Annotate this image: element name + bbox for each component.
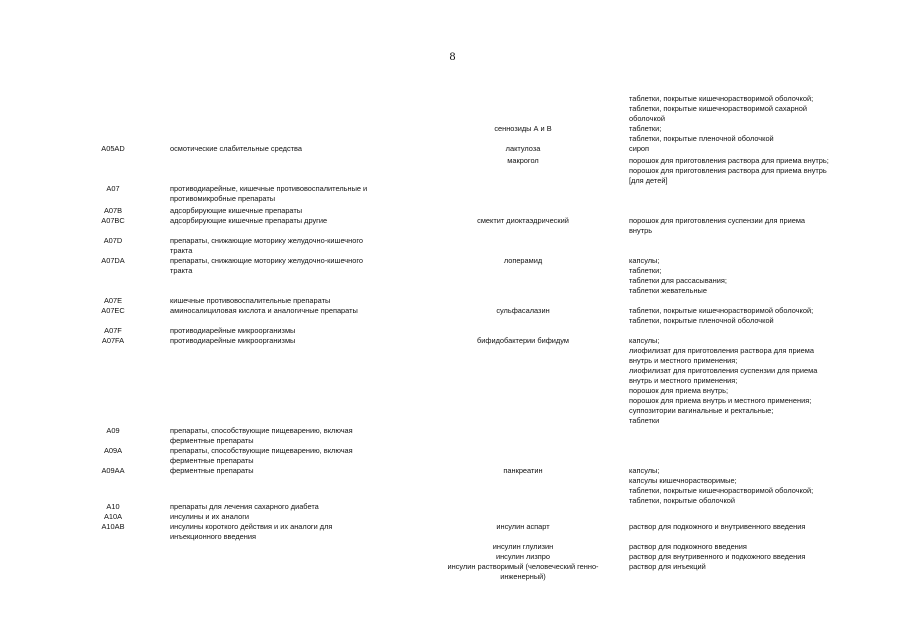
anatomic-therapeutic-group: кишечные противовоспалительные препараты [170, 296, 331, 305]
dosage-form-item: внутрь [629, 226, 653, 235]
atc-code: A09 [106, 426, 120, 435]
dosage-form-item: капсулы; [629, 336, 660, 345]
dosage-form-item: таблетки для рассасывания; [629, 276, 727, 285]
anatomic-therapeutic-group [170, 256, 402, 276]
dosage-form-item: [для детей] [629, 176, 668, 185]
atc-code: A07E [103, 296, 123, 305]
dosage-form-item: таблетки, покрытые пленочной оболочкой [629, 134, 774, 143]
atc-code: A07BC [101, 216, 125, 225]
atc-code: A09AA [101, 466, 125, 475]
dosage-forms [629, 552, 855, 562]
group-text-line: ферментные препараты [170, 456, 254, 465]
drug-name: лоперамид [503, 256, 543, 265]
dosage-form-item: порошок для приема внутрь и местного применения; [629, 396, 812, 405]
drug-name: сеннозиды А и В [494, 124, 552, 133]
group-text-line: инъекционного введения [170, 532, 256, 541]
group-text-line: инсулины короткого действия и их аналоги для [170, 522, 333, 531]
dosage-form-item: лиофилизат для приготовления раствора для приема [629, 346, 814, 355]
dosage-forms [629, 94, 855, 144]
group-text-line: ферментные препараты [170, 436, 254, 445]
drug-name: лактулоза [505, 144, 541, 153]
anatomic-therapeutic-group [170, 184, 402, 204]
anatomic-therapeutic-group: противодиарейные микроорганизмы [170, 326, 296, 335]
drug-text-line: инсулин растворимый (человеческий генно- [447, 562, 599, 571]
dosage-forms [629, 542, 855, 552]
atc-code: A10 [106, 502, 120, 511]
dosage-form-item: раствор для внутривенного и подкожного введения [629, 552, 806, 561]
dosage-forms [629, 306, 855, 326]
dosage-form-item: порошок для приготовления суспензии для приема [629, 216, 806, 225]
atc-code: A10A [103, 512, 123, 521]
dosage-forms [629, 216, 855, 236]
page-number: 8 [449, 49, 456, 63]
anatomic-therapeutic-group: аминосалициловая кислота и аналогичные препараты [170, 306, 358, 315]
anatomic-therapeutic-group [170, 426, 402, 446]
drug-name: смектит диоктаэдрический [477, 216, 569, 225]
drug-name: бифидобактерии бифидум [477, 336, 569, 345]
dosage-form-item: лиофилизат для приготовления суспензии для приема [629, 366, 818, 375]
atc-code: A07EC [101, 306, 125, 315]
atc-code: A05AD [101, 144, 125, 153]
anatomic-therapeutic-group: адсорбирующие кишечные препараты другие [170, 216, 328, 225]
dosage-form-item: таблетки, покрытые пленочной оболочкой [629, 316, 774, 325]
anatomic-therapeutic-group: противодиарейные микроорганизмы [170, 336, 296, 345]
dosage-form-item: капсулы; [629, 466, 660, 475]
anatomic-therapeutic-group: препараты для лечения сахарного диабета [170, 502, 319, 511]
dosage-form-item: внутрь и местного применения; [629, 376, 738, 385]
anatomic-therapeutic-group: ферментные препараты [170, 466, 254, 475]
dosage-forms [629, 336, 855, 426]
dosage-form-item: таблетки, покрытые кишечнорастворимой оболочкой; [629, 486, 814, 495]
dosage-form-item: таблетки, покрытые кишечнорастворимой сахарной [629, 104, 807, 113]
dosage-form-item: таблетки [629, 416, 660, 425]
group-text-line: препараты, способствующие пищеварению, включая [170, 446, 353, 455]
dosage-forms [629, 256, 855, 296]
dosage-form-item: таблетки; [629, 124, 662, 133]
atc-code: A07F [104, 326, 122, 335]
atc-code: A10AB [101, 522, 125, 531]
dosage-form-item: раствор для инъекций [629, 562, 706, 571]
dosage-forms [629, 466, 855, 506]
dosage-form-item: раствор для подкожного и внутривенного введения [629, 522, 806, 531]
anatomic-therapeutic-group: инсулины и их аналоги [170, 512, 250, 521]
anatomic-therapeutic-group [170, 236, 402, 256]
group-text-line: противомикробные препараты [170, 194, 276, 203]
drug-name: сульфасалазин [496, 306, 550, 315]
dosage-form-item: таблетки; [629, 266, 662, 275]
dosage-form-item: порошок для приготовления раствора для приема внутрь; [629, 156, 829, 165]
dosage-form-item: оболочкой [629, 114, 666, 123]
anatomic-therapeutic-group: осмотические слабительные средства [170, 144, 302, 153]
anatomic-therapeutic-group [170, 446, 402, 466]
group-text-line: препараты, способствующие пищеварению, включая [170, 426, 353, 435]
dosage-form-item: суппозитории вагинальные и ректальные; [629, 406, 774, 415]
dosage-form-item: порошок для приготовления раствора для приема внутрь [629, 166, 827, 175]
atc-code: A07B [103, 206, 123, 215]
drug-name: инсулин аспарт [496, 522, 550, 531]
dosage-form-item: таблетки жевательные [629, 286, 707, 295]
dosage-form-item: таблетки, покрытые оболочкой [629, 496, 736, 505]
group-text-line: тракта [170, 266, 193, 275]
atc-code: A07DA [101, 256, 125, 265]
dosage-forms [629, 144, 855, 154]
dosage-form-item: порошок для приема внутрь; [629, 386, 729, 395]
dosage-forms [629, 562, 855, 572]
drug-name: инсулин глулизин [492, 542, 554, 551]
drug-name [432, 562, 614, 582]
atc-code: A09A [103, 446, 123, 455]
anatomic-therapeutic-group [170, 522, 402, 542]
drug-name: панкреатин [503, 466, 543, 475]
group-text-line: противодиарейные, кишечные противовоспалительные и [170, 184, 368, 193]
dosage-form-item: раствор для подкожного введения [629, 542, 747, 551]
group-text-line: тракта [170, 246, 193, 255]
dosage-form-item: таблетки, покрытые кишечнорастворимой оболочкой; [629, 94, 814, 103]
drug-name: инсулин лизпро [495, 552, 551, 561]
drug-text-line: инженерный) [500, 572, 546, 581]
dosage-form-item: капсулы; [629, 256, 660, 265]
dosage-form-item: таблетки, покрытые кишечнорастворимой оболочкой; [629, 306, 814, 315]
anatomic-therapeutic-group: адсорбирующие кишечные препараты [170, 206, 303, 215]
group-text-line: препараты, снижающие моторику желудочно-кишечного [170, 236, 363, 245]
dosage-forms [629, 156, 855, 186]
dosage-forms [629, 522, 855, 532]
atc-code: A07FA [101, 336, 125, 345]
atc-code: A07D [103, 236, 123, 245]
atc-code: A07 [106, 184, 120, 193]
dosage-form-item: капсулы кишечнорастворимые; [629, 476, 737, 485]
dosage-form-item: сироп [629, 144, 650, 153]
dosage-form-item: внутрь и местного применения; [629, 356, 738, 365]
drug-name: макрогол [507, 156, 539, 165]
group-text-line: препараты, снижающие моторику желудочно-кишечного [170, 256, 363, 265]
